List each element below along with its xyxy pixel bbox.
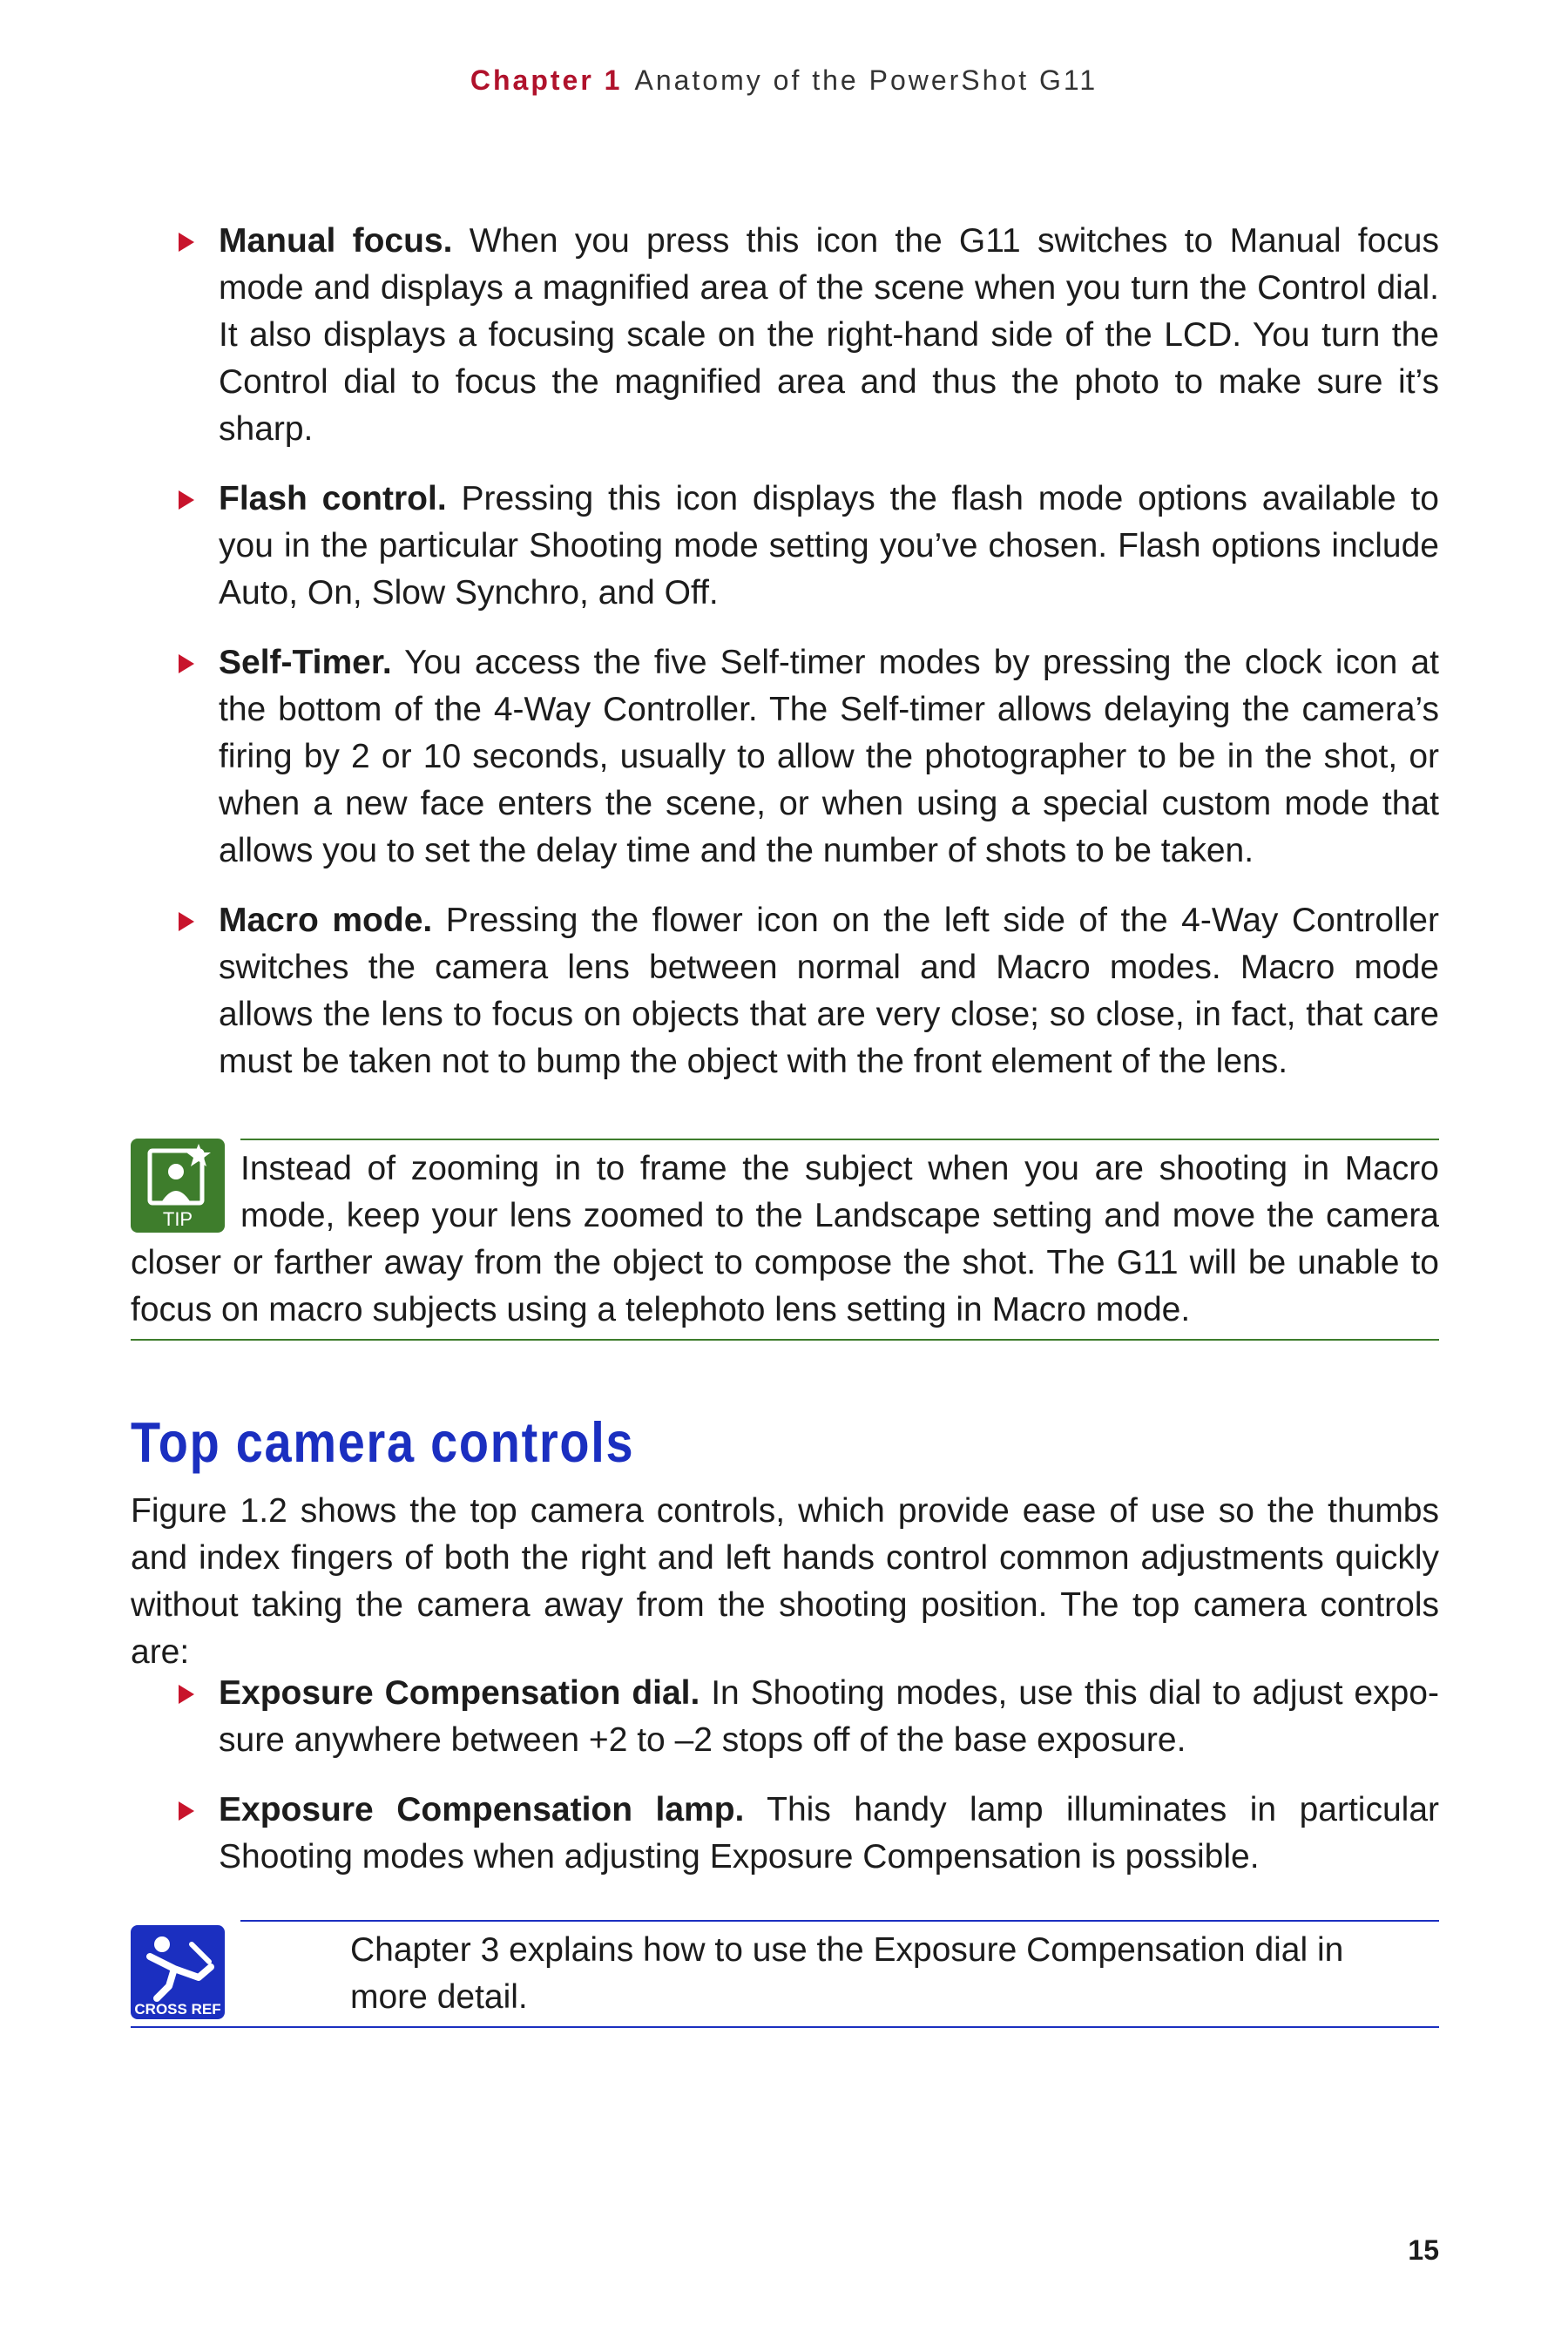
bullet-item-exposure-lamp — [131, 1787, 1439, 1881]
running-head — [0, 64, 1568, 97]
bullet-arrow-icon — [179, 1685, 194, 1704]
svg-text:TIP: TIP — [162, 1208, 193, 1230]
bullet-item-self-timer — [131, 639, 1439, 875]
bullet-term: Macro mode. — [219, 902, 433, 939]
cross-ref-rule-top — [240, 1920, 1439, 1922]
bullet-item-flash-control — [131, 476, 1439, 617]
bullet-term: Self-Timer. — [219, 644, 392, 681]
bullet-term: Manual focus. — [219, 222, 453, 260]
bullet-arrow-icon — [179, 912, 194, 931]
bullet-text: You access the five Self-timer modes by pressing the clock icon at the bottom of the 4-Way Controller. The Self-timer allows delaying the camera’s firing by 2 or 10 seconds, usually to allow the photographer to be in the shot, or when a new face enters the scene, or when using a special custom mode that allows you to set the delay time and the number of shots to be taken. — [219, 644, 1439, 869]
section-intro: Figure 1.2 shows the top camera controls, which provide ease of use so the thumbs and index fingers of both the right and left hands control common adjustments quickly without taking the camera away from the shooting position. The top camera controls are: — [131, 1492, 1439, 1671]
bullet-text: Pressing this icon displays the flash mode options available to you in the particular Shooting mode setting you’ve chosen. Flash options include Auto, On, Slow Synchro, and Off. — [219, 480, 1439, 612]
chapter-label: Chapter 1 — [470, 64, 623, 96]
bullet-item-manual-focus — [131, 218, 1439, 453]
svg-text:CROSS REF: CROSS REF — [134, 2001, 221, 2017]
bullet-arrow-icon — [179, 490, 194, 510]
bullet-text: This handy lamp illuminates in particular Shooting modes when adjusting Exposure Compensation is possible. — [219, 1791, 1439, 1876]
cross-ref-box — [131, 1920, 1439, 2028]
tip-rule-top — [240, 1139, 1439, 1140]
page-number: 15 — [1408, 2234, 1439, 2266]
bullet-term: Exposure Compensation dial. — [219, 1674, 700, 1712]
chapter-title: Anatomy of the PowerShot G11 — [634, 64, 1098, 96]
bullet-item-exposure-dial — [131, 1670, 1439, 1764]
cross-ref-rule-bottom — [131, 2026, 1439, 2028]
bullet-term: Exposure Compensation lamp. — [219, 1791, 745, 1828]
bullet-item-macro-mode — [131, 897, 1439, 1085]
top-bullet-list — [131, 218, 1439, 1085]
bullet-arrow-icon — [179, 1801, 194, 1821]
bullet-text: Pressing the flower icon on the left side of the 4-Way Controller switches the camera lens between normal and Macro modes. Macro mode allows the lens to focus on objects that are very close; so close, in fact, that care must be taken not to bump the object with the front element of the lens. — [219, 902, 1439, 1080]
bullet-term: Flash control. — [219, 480, 447, 517]
bullet-text: In Shooting modes, use this dial to adjust exposure anywhere between +2 to –2 stops off of the base exposure. — [219, 1674, 1439, 1759]
cross-ref-text: Chapter 3 explains how to use the Exposure Compensation dial in more detail. — [350, 1931, 1344, 2016]
tip-rule-bottom — [131, 1339, 1439, 1341]
tip-box — [131, 1139, 1439, 1341]
bullet-arrow-icon — [179, 233, 194, 252]
bottom-bullet-list — [131, 1670, 1439, 1881]
bullet-text: When you press this icon the G11 switches to Manual focus mode and displays a magnified area of the scene when you turn the Control dial. It also displays a focusing scale on the right-hand side of the LCD. You turn the Control dial to focus the magnified area and thus the photo to make sure it’s sharp. — [219, 222, 1439, 448]
cross-ref-icon — [131, 1925, 225, 2019]
section-heading: Top camera controls — [131, 1410, 635, 1474]
tip-text: Instead of zooming in to frame the subject when you are shooting in Macro mode, keep your lens zoomed to the Landscape setting and move the camera closer or farther away from the object to compose the shot. The G11 will be unable to focus on macro subjects using a telephoto lens setting in Macro mode. — [131, 1150, 1439, 1328]
bullet-arrow-icon — [179, 654, 194, 673]
